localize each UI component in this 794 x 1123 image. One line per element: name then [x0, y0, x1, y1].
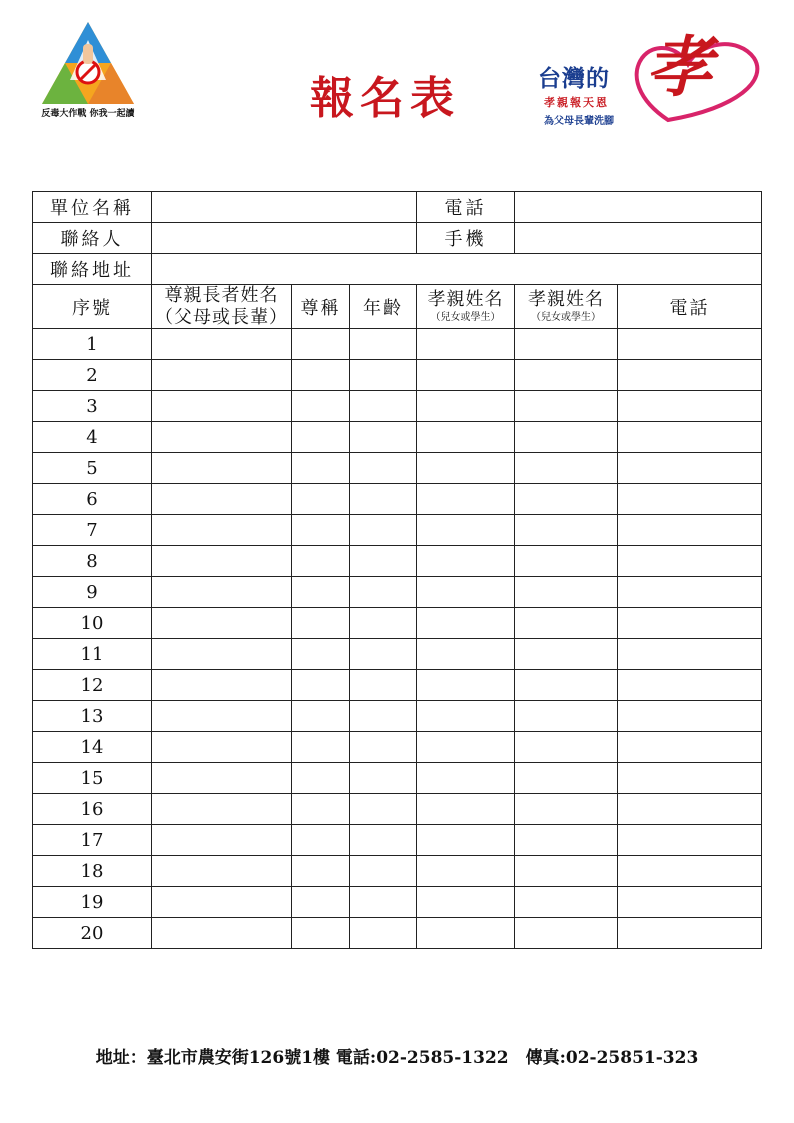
title-cell[interactable] — [292, 546, 350, 577]
age-cell[interactable] — [350, 670, 417, 701]
child-name-1-cell[interactable] — [417, 732, 515, 763]
age-cell[interactable] — [350, 484, 417, 515]
age-cell[interactable] — [350, 546, 417, 577]
row-number: 13 — [33, 701, 152, 732]
elder-name-cell[interactable] — [152, 391, 292, 422]
phone-label: 電話 — [417, 192, 515, 223]
elder-name-cell[interactable] — [152, 794, 292, 825]
elder-name-cell[interactable] — [152, 856, 292, 887]
age-cell[interactable] — [350, 825, 417, 856]
title-cell[interactable] — [292, 484, 350, 515]
phone-cell[interactable] — [618, 825, 762, 856]
entry-row — [33, 794, 762, 825]
child-name-1-cell[interactable] — [417, 577, 515, 608]
age-cell[interactable] — [350, 515, 417, 546]
child-name-1-cell[interactable] — [417, 608, 515, 639]
child-name-2-cell[interactable] — [515, 360, 618, 391]
child-name-1-cell[interactable] — [417, 856, 515, 887]
elder-name-cell[interactable] — [152, 701, 292, 732]
title-cell[interactable] — [292, 577, 350, 608]
entry-row — [33, 484, 762, 515]
age-cell[interactable] — [350, 918, 417, 949]
address-label: 聯絡地址 — [33, 254, 152, 285]
child-name-1-cell[interactable] — [417, 918, 515, 949]
title-cell[interactable] — [292, 701, 350, 732]
phone-cell[interactable] — [618, 515, 762, 546]
elder-name-cell[interactable] — [152, 887, 292, 918]
entry-row — [33, 732, 762, 763]
col-child-name-1-note: （兒女或學生） — [430, 311, 501, 323]
entry-row — [33, 670, 762, 701]
row-number: 11 — [33, 639, 152, 670]
age-cell[interactable] — [350, 639, 417, 670]
col-child-name-2-label: 孝親姓名 — [528, 289, 605, 311]
elder-name-cell[interactable] — [152, 577, 292, 608]
elder-name-cell[interactable] — [152, 484, 292, 515]
row-number: 17 — [33, 825, 152, 856]
contact-label: 聯絡人 — [33, 223, 152, 254]
row-number: 3 — [33, 391, 152, 422]
row-number: 18 — [33, 856, 152, 887]
age-cell[interactable] — [350, 360, 417, 391]
child-name-1-cell[interactable] — [417, 701, 515, 732]
contact-row — [33, 223, 762, 254]
col-child-name-1-label: 孝親姓名 — [427, 289, 504, 311]
col-age: 年齡 — [350, 285, 417, 329]
title-cell[interactable] — [292, 422, 350, 453]
child-name-2-cell[interactable] — [515, 701, 618, 732]
child-name-1-cell[interactable] — [417, 453, 515, 484]
child-name-1-cell[interactable] — [417, 360, 515, 391]
elder-name-cell[interactable] — [152, 453, 292, 484]
row-number: 6 — [33, 484, 152, 515]
age-cell[interactable] — [350, 732, 417, 763]
elder-name-cell[interactable] — [152, 515, 292, 546]
entry-row — [33, 825, 762, 856]
phone-cell[interactable] — [618, 887, 762, 918]
age-cell[interactable] — [350, 422, 417, 453]
child-name-2-cell[interactable] — [515, 639, 618, 670]
elder-name-cell[interactable] — [152, 825, 292, 856]
phone-cell[interactable] — [618, 918, 762, 949]
logo-big-char: 孝 — [646, 28, 712, 106]
elder-name-cell[interactable] — [152, 608, 292, 639]
title-cell[interactable] — [292, 360, 350, 391]
row-number: 4 — [33, 422, 152, 453]
phone-cell[interactable] — [618, 732, 762, 763]
footer-contact: 地址：臺北市農安街126號1樓 電話:02-2585-1322 傳真:02-25851-323 — [95, 1048, 699, 1068]
title-cell[interactable] — [292, 391, 350, 422]
child-name-1-cell[interactable] — [417, 670, 515, 701]
phone-cell[interactable] — [618, 577, 762, 608]
child-name-2-cell[interactable] — [515, 825, 618, 856]
entry-row — [33, 546, 762, 577]
age-cell[interactable] — [350, 856, 417, 887]
row-number: 2 — [33, 360, 152, 391]
age-cell[interactable] — [350, 329, 417, 360]
elder-name-cell[interactable] — [152, 732, 292, 763]
unit-row — [33, 192, 762, 223]
title-cell[interactable] — [292, 763, 350, 794]
age-cell[interactable] — [350, 701, 417, 732]
title-cell[interactable] — [292, 825, 350, 856]
child-name-1-cell[interactable] — [417, 763, 515, 794]
child-name-2-cell[interactable] — [515, 546, 618, 577]
unit-name-field[interactable] — [152, 192, 417, 223]
phone-cell[interactable] — [618, 856, 762, 887]
entry-row — [33, 608, 762, 639]
title-cell[interactable] — [292, 794, 350, 825]
elder-name-cell[interactable] — [152, 763, 292, 794]
title-cell[interactable] — [292, 515, 350, 546]
age-cell[interactable] — [350, 763, 417, 794]
phone-cell[interactable] — [618, 608, 762, 639]
age-cell[interactable] — [350, 577, 417, 608]
row-number: 19 — [33, 887, 152, 918]
child-name-1-cell[interactable] — [417, 484, 515, 515]
child-name-2-cell[interactable] — [515, 794, 618, 825]
entry-row — [33, 887, 762, 918]
entry-row — [33, 515, 762, 546]
child-name-1-cell[interactable] — [417, 422, 515, 453]
child-name-1-cell[interactable] — [417, 639, 515, 670]
elder-name-cell[interactable] — [152, 546, 292, 577]
entry-row — [33, 639, 762, 670]
col-seq: 序號 — [33, 285, 152, 329]
anti-drug-logo — [38, 20, 138, 125]
age-cell[interactable] — [350, 887, 417, 918]
entry-row — [33, 360, 762, 391]
phone-cell[interactable] — [618, 639, 762, 670]
row-number: 10 — [33, 608, 152, 639]
child-name-2-cell[interactable] — [515, 391, 618, 422]
child-name-2-cell[interactable] — [515, 918, 618, 949]
entry-row — [33, 391, 762, 422]
row-number: 14 — [33, 732, 152, 763]
logo-title: 台灣的 — [538, 65, 610, 92]
age-cell[interactable] — [350, 794, 417, 825]
logo-caption: 反毒大作戰 你我一起讀 — [41, 109, 135, 119]
phone-cell[interactable] — [618, 670, 762, 701]
col-elder-name-label: 尊親長者姓名 — [164, 285, 279, 306]
elder-name-cell[interactable] — [152, 422, 292, 453]
entry-row — [33, 701, 762, 732]
row-number: 15 — [33, 763, 152, 794]
entry-row — [33, 577, 762, 608]
page-title: 報名表 — [310, 73, 460, 124]
child-name-2-cell[interactable] — [515, 453, 618, 484]
elder-name-cell[interactable] — [152, 639, 292, 670]
phone-field[interactable] — [515, 192, 762, 223]
entry-row — [33, 422, 762, 453]
title-cell[interactable] — [292, 670, 350, 701]
col-elder-name-note: （父母或長輩） — [155, 306, 288, 328]
mobile-field[interactable] — [515, 223, 762, 254]
row-number: 5 — [33, 453, 152, 484]
child-name-2-cell[interactable] — [515, 515, 618, 546]
column-header-row — [33, 285, 762, 329]
title-cell[interactable] — [292, 732, 350, 763]
filial-piety-logo — [538, 30, 766, 130]
address-field[interactable] — [152, 254, 762, 285]
row-number: 16 — [33, 794, 152, 825]
age-cell[interactable] — [350, 453, 417, 484]
col-title: 尊稱 — [292, 285, 350, 329]
child-name-2-cell[interactable] — [515, 608, 618, 639]
entry-row — [33, 329, 762, 360]
child-name-1-cell[interactable] — [417, 825, 515, 856]
unit-name-label: 單位名稱 — [33, 192, 152, 223]
col-elder-name — [152, 285, 292, 329]
phone-cell[interactable] — [618, 763, 762, 794]
col-child-name-2-note: （兒女或學生） — [531, 311, 602, 323]
mobile-label: 手機 — [417, 223, 515, 254]
elder-name-cell[interactable] — [152, 329, 292, 360]
title-cell[interactable] — [292, 639, 350, 670]
child-name-1-cell[interactable] — [417, 887, 515, 918]
address-row — [33, 254, 762, 285]
entry-row — [33, 918, 762, 949]
title-cell[interactable] — [292, 887, 350, 918]
entry-row — [33, 453, 762, 484]
logo-slogan-1: 孝親報天恩 — [544, 96, 609, 109]
phone-cell[interactable] — [618, 422, 762, 453]
title-cell[interactable] — [292, 608, 350, 639]
phone-cell[interactable] — [618, 546, 762, 577]
phone-cell[interactable] — [618, 453, 762, 484]
triangle-hand-icon — [38, 20, 138, 106]
child-name-1-cell[interactable] — [417, 546, 515, 577]
child-name-1-cell[interactable] — [417, 794, 515, 825]
contact-field[interactable] — [152, 223, 417, 254]
elder-name-cell[interactable] — [152, 918, 292, 949]
age-cell[interactable] — [350, 391, 417, 422]
col-phone: 電話 — [618, 285, 762, 329]
child-name-2-cell[interactable] — [515, 670, 618, 701]
registration-table — [32, 191, 762, 949]
child-name-1-cell[interactable] — [417, 391, 515, 422]
row-number: 8 — [33, 546, 152, 577]
child-name-2-cell[interactable] — [515, 422, 618, 453]
title-cell[interactable] — [292, 453, 350, 484]
entry-row — [33, 856, 762, 887]
title-cell[interactable] — [292, 918, 350, 949]
phone-cell[interactable] — [618, 391, 762, 422]
child-name-2-cell[interactable] — [515, 856, 618, 887]
row-number: 12 — [33, 670, 152, 701]
child-name-2-cell[interactable] — [515, 763, 618, 794]
phone-cell[interactable] — [618, 794, 762, 825]
phone-cell[interactable] — [618, 329, 762, 360]
col-child-name-2 — [515, 285, 618, 329]
phone-cell[interactable] — [618, 701, 762, 732]
child-name-2-cell[interactable] — [515, 577, 618, 608]
child-name-1-cell[interactable] — [417, 329, 515, 360]
elder-name-cell[interactable] — [152, 670, 292, 701]
child-name-2-cell[interactable] — [515, 732, 618, 763]
col-child-name-1 — [417, 285, 515, 329]
row-number: 1 — [33, 329, 152, 360]
row-number: 7 — [33, 515, 152, 546]
title-cell[interactable] — [292, 856, 350, 887]
entry-row — [33, 763, 762, 794]
child-name-1-cell[interactable] — [417, 515, 515, 546]
title-cell[interactable] — [292, 329, 350, 360]
row-number: 9 — [33, 577, 152, 608]
child-name-2-cell[interactable] — [515, 484, 618, 515]
row-number: 20 — [33, 918, 152, 949]
logo-slogan-2: 為父母長輩洗腳 — [544, 116, 614, 127]
phone-cell[interactable] — [618, 484, 762, 515]
elder-name-cell[interactable] — [152, 360, 292, 391]
child-name-2-cell[interactable] — [515, 329, 618, 360]
phone-cell[interactable] — [618, 360, 762, 391]
age-cell[interactable] — [350, 608, 417, 639]
child-name-2-cell[interactable] — [515, 887, 618, 918]
